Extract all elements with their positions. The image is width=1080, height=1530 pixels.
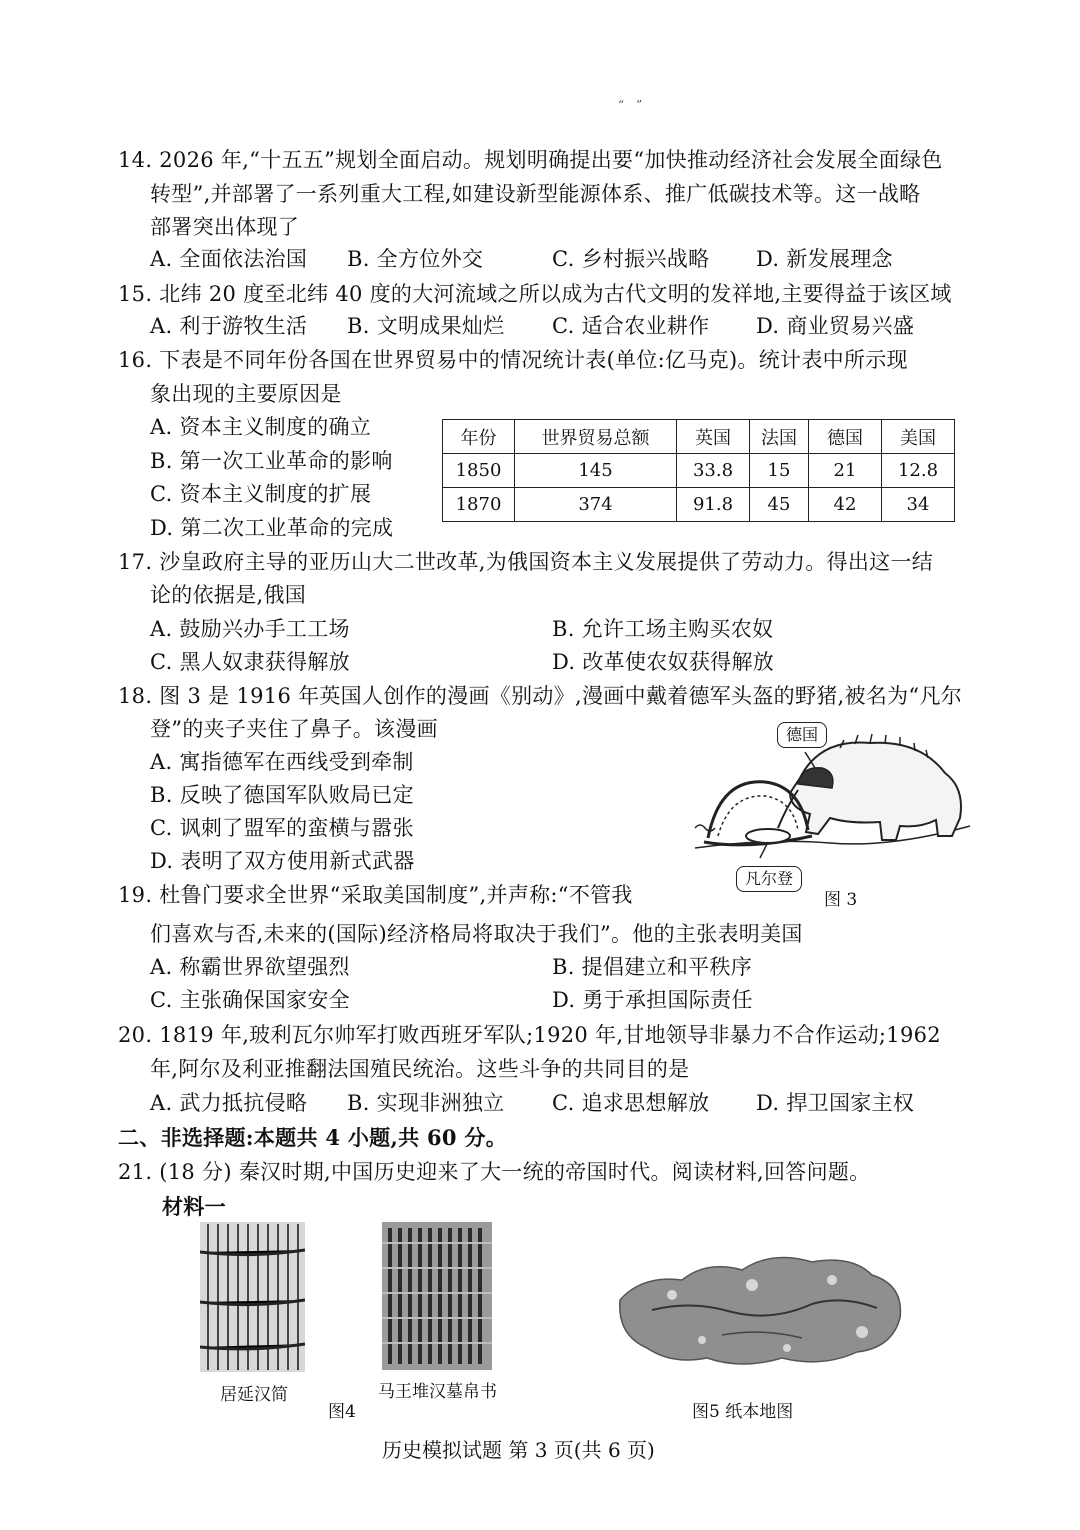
image-1-caption: 居延汉简 [220, 1385, 288, 1405]
q19-option-a: A. 称霸世界欲望强烈 [150, 955, 350, 979]
table-row [443, 454, 955, 488]
table-header-cell: 美国 [882, 420, 955, 454]
cartoon-label-verdun: 凡尔登 [736, 866, 802, 892]
q20-option-c: C. 追求思想解放 [552, 1091, 710, 1115]
figure-4-caption: 图4 [328, 1402, 356, 1422]
q15-option-b: B. 文明成果灿烂 [347, 314, 505, 338]
q17-line-2: 论的依据是,俄国 [150, 583, 307, 607]
table-row [443, 488, 955, 522]
q15-line-1: 15. 北纬 20 度至北纬 40 度的大河流域之所以成为古代文明的发祥地,主要得益于该区域 [118, 282, 952, 306]
q15-option-d: D. 商业贸易兴盛 [756, 314, 915, 338]
table-cell: 15 [750, 454, 809, 488]
mawangdui-silk-manuscript-image [382, 1222, 492, 1370]
table-header-row [443, 420, 955, 454]
q19-option-b: B. 提倡建立和平秩序 [552, 955, 753, 979]
trade-statistics-table [442, 419, 955, 522]
juyan-bamboo-slips-image [200, 1222, 305, 1372]
table-cell: 1870 [443, 488, 515, 522]
q19-option-c: C. 主张确保国家安全 [150, 988, 350, 1012]
q17-option-b: B. 允许工场主购买农奴 [552, 617, 774, 641]
q18-option-a: A. 寓指德军在西线受到牵制 [150, 750, 414, 774]
figure-3-caption: 图 3 [824, 890, 858, 910]
q16-option-b: B. 第一次工业革命的影响 [150, 449, 393, 473]
q21-line-1: 21. (18 分) 秦汉时期,中国历史迎来了大一统的帝国时代。阅读材料,回答问题。 [118, 1160, 871, 1184]
boar-trap-cartoon [690, 718, 980, 898]
q17-option-c: C. 黑人奴隶获得解放 [150, 650, 350, 674]
q20-option-a: A. 武力抵抗侵略 [150, 1091, 308, 1115]
table-cell: 33.8 [677, 454, 750, 488]
q18-option-c: C. 讽刺了盟军的蛮横与嚣张 [150, 816, 414, 840]
q14-line-2: 转型”,并部署了一系列重大工程,如建设新型能源体系、推广低碳技术等。这一战略 [150, 182, 921, 206]
q16-option-d: D. 第二次工业革命的完成 [150, 516, 394, 540]
table-cell: 145 [515, 454, 677, 488]
q19-line-1: 19. 杜鲁门要求全世界“采取美国制度”,并声称:“不管我 [118, 883, 633, 907]
q14-option-d: D. 新发展理念 [756, 247, 893, 271]
q19-line-2: 们喜欢与否,未来的(国际)经济格局将取决于我们”。他的主张表明美国 [150, 922, 803, 946]
table-header-cell: 年份 [443, 420, 515, 454]
table-header-cell: 英国 [677, 420, 750, 454]
q18-line-1: 18. 图 3 是 1916 年英国人创作的漫画《别动》,漫画中戴着德军头盔的野猪,被名为“凡尔 [118, 684, 963, 708]
table-cell: 1850 [443, 454, 515, 488]
q18-line-2: 登”的夹子夹住了鼻子。该漫画 [150, 717, 438, 741]
page-footer: 历史模拟试题 第 3 页(共 6 页) [382, 1438, 655, 1462]
q18-option-d: D. 表明了双方使用新式武器 [150, 849, 415, 873]
q20-line-2: 年,阿尔及利亚推翻法国殖民统治。这些斗争的共同目的是 [150, 1057, 690, 1081]
section-2-heading: 二、非选择题:本题共 4 小题,共 60 分。 [118, 1125, 508, 1150]
q20-line-1: 20. 1819 年,玻利瓦尔帅军打败西班牙军队;1920 年,甘地领导非暴力不合作运动;1962 [118, 1023, 941, 1047]
table-cell: 45 [750, 488, 809, 522]
q16-line-2: 象出现的主要原因是 [150, 382, 342, 406]
image-2-caption: 马王堆汉墓帛书 [378, 1382, 497, 1402]
table-header-cell: 德国 [809, 420, 882, 454]
q16-option-c: C. 资本主义制度的扩展 [150, 482, 372, 506]
table-cell: 34 [882, 488, 955, 522]
q20-option-b: B. 实现非洲独立 [347, 1091, 505, 1115]
q14-line-3: 部署突出体现了 [150, 215, 300, 239]
paper-map-image [612, 1240, 912, 1375]
q17-option-a: A. 鼓励兴办手工工场 [150, 617, 350, 641]
cartoon-label-germany: 德国 [777, 722, 827, 748]
q19-option-d: D. 勇于承担国际责任 [552, 988, 753, 1012]
material-one-label: 材料一 [162, 1194, 226, 1219]
q14-line-1: 14. 2026 年,“十五五”规划全面启动。规划明确提出要“加快推动经济社会发展全面绿色 [118, 148, 943, 172]
q14-option-c: C. 乡村振兴战略 [552, 247, 710, 271]
q16-option-a: A. 资本主义制度的确立 [150, 415, 372, 439]
table-cell: 374 [515, 488, 677, 522]
table-header-cell: 世界贸易总额 [515, 420, 677, 454]
table-cell: 21 [809, 454, 882, 488]
q14-option-b: B. 全方位外交 [347, 247, 484, 271]
q17-line-1: 17. 沙皇政府主导的亚历山大二世改革,为俄国资本主义发展提供了劳动力。得出这一结 [118, 550, 934, 574]
q18-option-b: B. 反映了德国军队败局已定 [150, 783, 414, 807]
table-cell: 42 [809, 488, 882, 522]
table-cell: 91.8 [677, 488, 750, 522]
figure-5-caption: 图5 纸本地图 [692, 1402, 794, 1422]
q15-option-a: A. 利于游牧生活 [150, 314, 308, 338]
q16-line-1: 16. 下表是不同年份各国在世界贸易中的情况统计表(单位:亿马克)。统计表中所示现 [118, 348, 908, 372]
q17-option-d: D. 改革使农奴获得解放 [552, 650, 775, 674]
q15-option-c: C. 适合农业耕作 [552, 314, 710, 338]
table-cell: 12.8 [882, 454, 955, 488]
table-header-cell: 法国 [750, 420, 809, 454]
header-mark: “ ” [618, 98, 647, 112]
q20-option-d: D. 捍卫国家主权 [756, 1091, 915, 1115]
q14-option-a: A. 全面依法治国 [150, 247, 308, 271]
